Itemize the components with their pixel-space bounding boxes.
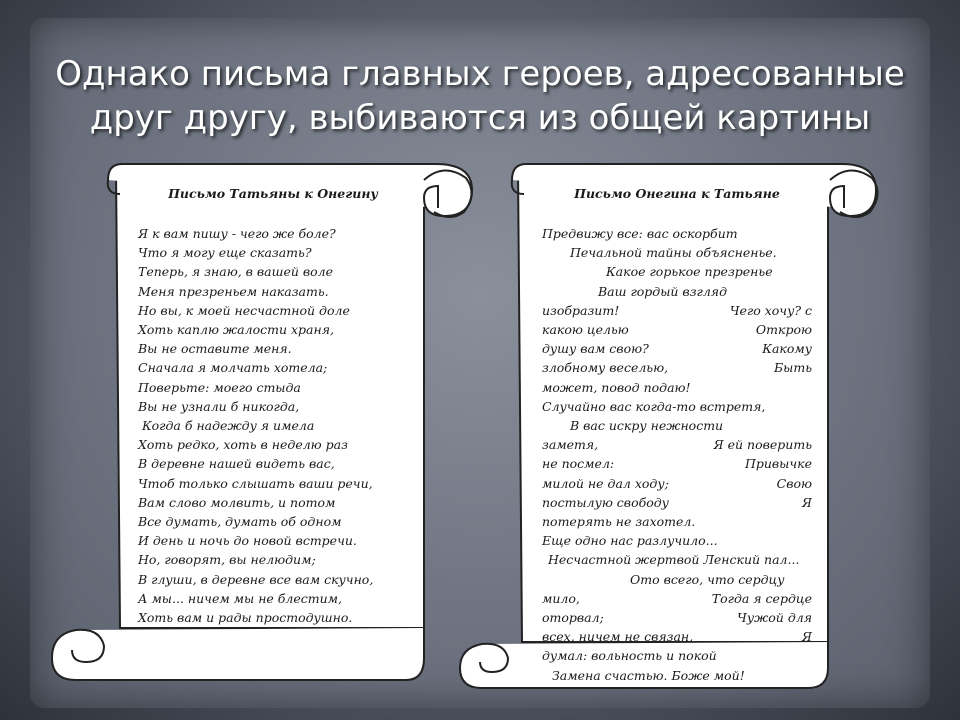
right-letter-line: злобному веселью,: [542, 360, 669, 376]
right-letter-line: постылую свободу: [542, 494, 669, 510]
left-letter-line: Но вы, к моей несчастной доле: [138, 302, 350, 318]
right-letter-line: Предвижу все: вас оскорбит: [542, 226, 738, 241]
right-letter-line: всех, ничем не связан,: [542, 629, 694, 645]
right-letter-line: Какое горькое презренье: [606, 264, 773, 280]
right-letter-line: изобразит!: [542, 302, 620, 318]
slide-title: [40, 52, 920, 140]
right-letter-line: Ото всего, что сердцу: [630, 571, 785, 587]
left-letter-line: Вы не оставите меня.: [138, 341, 292, 357]
slide-title-line-2: друг другу, выбиваются из общей картины: [89, 98, 871, 138]
right-letter-line: какою целью: [542, 322, 629, 337]
right-letter-title: Письмо Онегина к Татьяне: [574, 186, 780, 201]
right-letter-line: Случайно вас когда-то встретя,: [542, 398, 766, 414]
left-letter-line: А мы... ничем мы не блестим,: [138, 590, 343, 606]
left-letter-line: Теперь, я знаю, в вашей воле: [138, 264, 334, 280]
left-letter-line: Меня презреньем наказать.: [138, 283, 329, 299]
left-letter-line: Я к вам пишу - чего же боле?: [138, 226, 336, 241]
right-letter-line: оторвал;: [542, 610, 604, 625]
right-letter-line: Печальной тайны объясненье.: [570, 245, 777, 261]
right-letter-line-continuation: Свою: [776, 475, 812, 491]
left-letter-line: В деревне нашей видеть вас,: [138, 456, 335, 472]
slide-title-line-1: Однако письма главных героев, адресованные: [55, 54, 905, 94]
left-letter-line: Поверьте: моего стыда: [138, 379, 301, 395]
right-letter-line: Ваш гордый взгляд: [598, 283, 727, 299]
right-letter-line: мило,: [542, 590, 580, 606]
right-letter-line-continuation: Я ей поверить: [713, 437, 812, 453]
right-scroll: [456, 158, 896, 698]
right-letter-line-continuation: Открою: [755, 322, 812, 337]
left-letter-line: Хоть каплю жалости храня,: [138, 322, 334, 337]
right-letter-line-continuation: Быть: [773, 360, 812, 376]
right-letter-line: не посмел:: [542, 456, 615, 472]
left-letter-line: Все думать, думать об одном: [138, 514, 342, 529]
right-letter-line: Несчастной жертвой Ленский пал...: [548, 552, 800, 568]
right-letter-line: заметя,: [542, 437, 599, 453]
left-letter-line: Вам слово молвить, и потом: [138, 494, 336, 510]
right-letter-line-continuation: Я: [801, 629, 812, 645]
left-letter-line: Хоть вам и рады простодушно.: [138, 610, 353, 625]
left-letter-line: Что я могу еще сказать?: [138, 245, 312, 261]
left-letter-body: [138, 186, 408, 626]
right-letter-line: может, повод подаю!: [542, 379, 691, 395]
right-letter-line-continuation: Какому: [762, 341, 812, 357]
right-letter-line: думал: вольность и покой: [542, 648, 717, 664]
left-scroll: [46, 158, 486, 688]
left-letter-line: Чтоб только слышать ваши речи,: [138, 475, 373, 491]
left-letter-line: Вы не узнали б никогда,: [138, 398, 300, 414]
left-letter-line: Когда б надежду я имела: [138, 418, 315, 433]
right-letter-line-continuation: Я: [801, 494, 812, 510]
right-letter-line: Замена счастью. Боже мой!: [552, 667, 745, 683]
left-letter-line: Хоть редко, хоть в неделю раз: [138, 437, 348, 453]
right-letter-line: потерять не захотел.: [542, 514, 696, 529]
left-letter-line: И день и ночь до новой встречи.: [138, 533, 357, 549]
left-letter-title: Письмо Татьяны к Онегину: [168, 186, 378, 201]
right-letter-line-continuation: Чего хочу? с: [729, 302, 812, 318]
right-letter-line: Еще одно нас разлучило...: [542, 533, 718, 549]
left-letter-line: Сначала я молчать хотела;: [138, 360, 328, 376]
right-letter-line: милой не дал ходу;: [542, 475, 669, 491]
right-letter-line-continuation: Тогда я сердце: [711, 590, 812, 606]
right-letter-line-continuation: Привычке: [744, 456, 812, 472]
left-letter-line: В глуши, в деревне все вам скучно,: [138, 571, 374, 587]
right-letter-line: В вас искру нежности: [570, 418, 724, 433]
left-letter-line: Но, говорят, вы нелюдим;: [138, 552, 316, 568]
right-letter-line: душу вам свою?: [542, 341, 649, 357]
right-letter-line-continuation: Чужой для: [737, 610, 812, 625]
right-letter-body: [542, 186, 812, 686]
